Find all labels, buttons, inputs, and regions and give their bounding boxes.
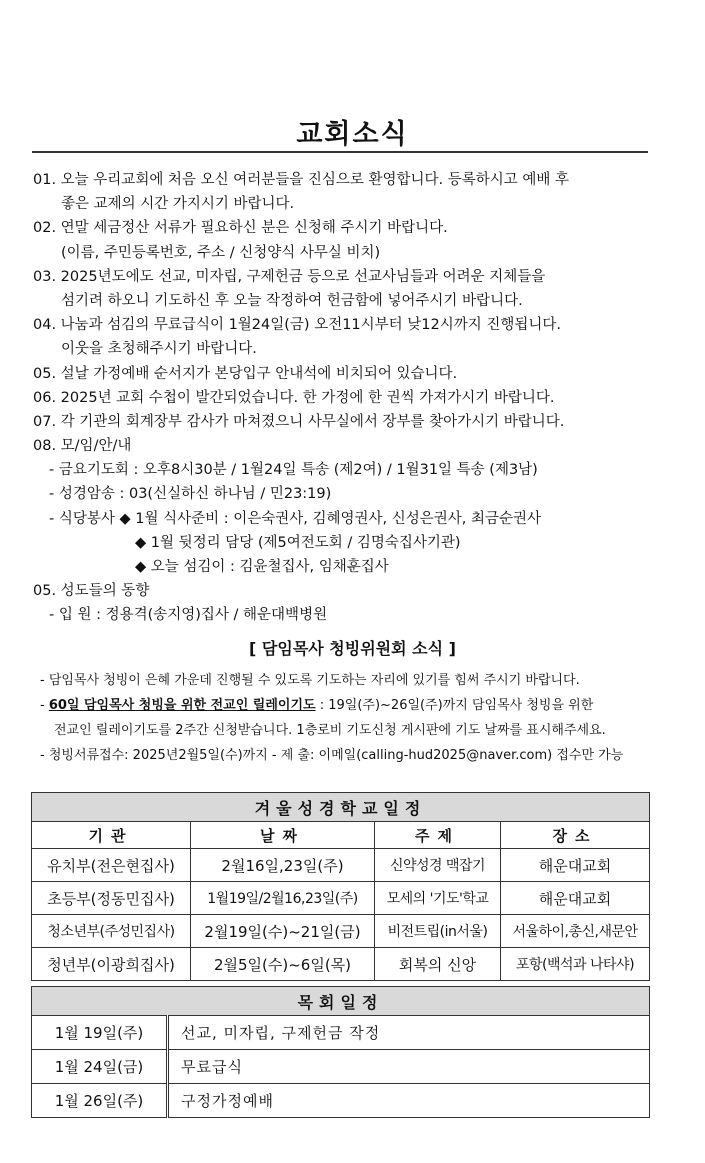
winter-bible-school-table — [31, 792, 650, 981]
announcement-continuation: 좋은 교제의 시간 가지시기 바랍니다. — [61, 196, 295, 213]
announcement-item: 04. 나눔과 섬김의 무료급식이 1월24일(금) 오전11시부터 낮12시까지 진행됩니다. — [33, 317, 562, 334]
announcement-item: 02. 연말 세금정산 서류가 필요하신 분은 신청해 주시기 바랍니다. — [33, 220, 448, 237]
schedule-date: 1월 19일(주) — [32, 1016, 168, 1050]
relay-prayer-highlight: 60일 담임목사 청빙을 위한 전교인 릴레이기도 — [48, 698, 316, 713]
meeting-subitem: - 금요기도회 : 오후8시30분 / 1월24일 특송 (제2여) / 1월31일 특송 (제3남) — [49, 462, 538, 479]
theme-cell: 신약성경 맥잡기 — [375, 849, 501, 882]
table-row — [32, 849, 650, 882]
table-row — [32, 915, 650, 948]
relay-prayer-detail: : 19일(주)~26일(주)까지 담임목사 청빙을 위한 — [315, 698, 594, 713]
column-header: 주제 — [375, 822, 501, 849]
committee-line: - 담임목사 청빙이 은혜 가운데 진행될 수 있도록 기도하는 자리에 있기를 힘써 주시기 바랍니다. — [40, 673, 580, 688]
column-header: 장소 — [501, 822, 650, 849]
place-cell: 해운대교회 — [501, 849, 650, 882]
table-title: 겨울성경학교일정 — [32, 793, 650, 822]
column-header: 날짜 — [191, 822, 375, 849]
announcement-item: 05. 성도들의 동향 — [33, 583, 150, 600]
table-row — [32, 948, 650, 981]
line-prefix: - — [40, 698, 49, 713]
theme-cell: 회복의 신앙 — [375, 948, 501, 981]
announcement-continuation: 이웃을 초청해주시기 바랍니다. — [61, 341, 257, 358]
announcement-item: 08. 모/임/안/내 — [33, 438, 132, 455]
announcement-item: 01. 오늘 우리교회에 처음 오신 여러분들을 진심으로 환영합니다. 등록하시고 예배 후 — [33, 172, 569, 188]
theme-cell: 비전트립(in서울) — [375, 915, 501, 948]
committee-line — [40, 693, 650, 718]
table-title: 목회일정 — [32, 987, 650, 1016]
place-cell: 해운대교회 — [501, 882, 650, 915]
table-row — [32, 1084, 650, 1118]
meeting-bullet: ◆ 1월 뒷정리 담당 (제5여전도회 / 김명숙집사기관) — [135, 534, 461, 551]
dept-cell: 청소년부(주성민집사) — [32, 915, 191, 948]
meeting-subitem: - 식당봉사 ◆ 1월 식사준비 : 이은숙권사, 김혜영권사, 신성은권사, 최금순권사 — [49, 510, 542, 527]
announcement-item: 07. 각 기관의 회계장부 감사가 마쳐졌으니 사무실에서 장부를 찾아가시기 바랍니다. — [33, 413, 565, 430]
column-header: 기관 — [32, 822, 191, 849]
schedule-date: 1월 26일(주) — [32, 1084, 168, 1118]
meeting-bullet: ◆ 오늘 섬김이 : 김윤철집사, 임채훈집사 — [135, 559, 389, 575]
schedule-date: 1월 24일(금) — [32, 1050, 168, 1084]
announcement-continuation: (이름, 주민등록번호, 주소 / 신청양식 사무실 비치) — [61, 244, 381, 261]
date-cell: 1월19일/2월16,23일(주) — [191, 882, 375, 915]
place-cell: 포항(백석과 나타샤) — [501, 948, 650, 981]
member-news-subitem: - 입 원 : 정용격(송지영)집사 / 해운대백병원 — [49, 607, 328, 624]
table-row — [32, 1016, 650, 1050]
committee-line: - 청빙서류접수: 2025년2월5일(수)까지 - 제 출: 이메일(calling-hud2025@naver.com) 접수만 가능 — [40, 748, 624, 763]
announcement-list — [33, 168, 653, 628]
pastoral-schedule-table — [31, 986, 650, 1118]
committee-title: [ 담임목사 청빙위원회 소식 ] — [249, 639, 456, 658]
meeting-subitem: - 성경암송 : 03(신실하신 하나님 / 민23:19) — [49, 486, 332, 503]
date-cell: 2월19일(수)~21일(금) — [191, 915, 375, 948]
committee-line: 전교인 릴레이기도를 2주간 신청받습니다. 1층로비 기도신청 게시판에 기도 날짜를 표시해주세요. — [54, 723, 606, 738]
committee-notice — [40, 668, 650, 768]
schedule-event: 무료급식 — [168, 1050, 650, 1084]
table-row — [32, 882, 650, 915]
schedule-event: 선교, 미자립, 구제헌금 작정 — [168, 1016, 650, 1050]
theme-cell: 모세의 '기도'학교 — [375, 882, 501, 915]
schedule-event: 구정가정예배 — [168, 1084, 650, 1118]
page-title: 교회소식 — [296, 119, 409, 150]
dept-cell: 청년부(이광희집사) — [32, 948, 191, 981]
dept-cell: 초등부(정동민집사) — [32, 882, 191, 915]
announcement-item: 06. 2025년 교회 수첩이 발간되었습니다. 한 가정에 한 권씩 가져가시기 바랍니다. — [33, 389, 555, 406]
announcement-continuation: 섬기려 하오니 기도하신 후 오늘 작정하여 헌금함에 넣어주시기 바랍니다. — [61, 292, 523, 309]
title-divider — [32, 151, 648, 153]
table-row — [32, 1050, 650, 1084]
announcement-item: 05. 설날 가정예배 순서지가 본당입구 안내석에 비치되어 있습니다. — [33, 365, 458, 382]
date-cell: 2월16일,23일(주) — [191, 849, 375, 882]
date-cell: 2월5일(수)~6일(목) — [191, 948, 375, 981]
place-cell: 서울하이,총신,새문안 — [501, 915, 650, 948]
dept-cell: 유치부(전은현집사) — [32, 849, 191, 882]
announcement-item: 03. 2025년도에도 선교, 미자립, 구제헌금 등으로 선교사님들과 어려운 지체들을 — [33, 268, 546, 285]
